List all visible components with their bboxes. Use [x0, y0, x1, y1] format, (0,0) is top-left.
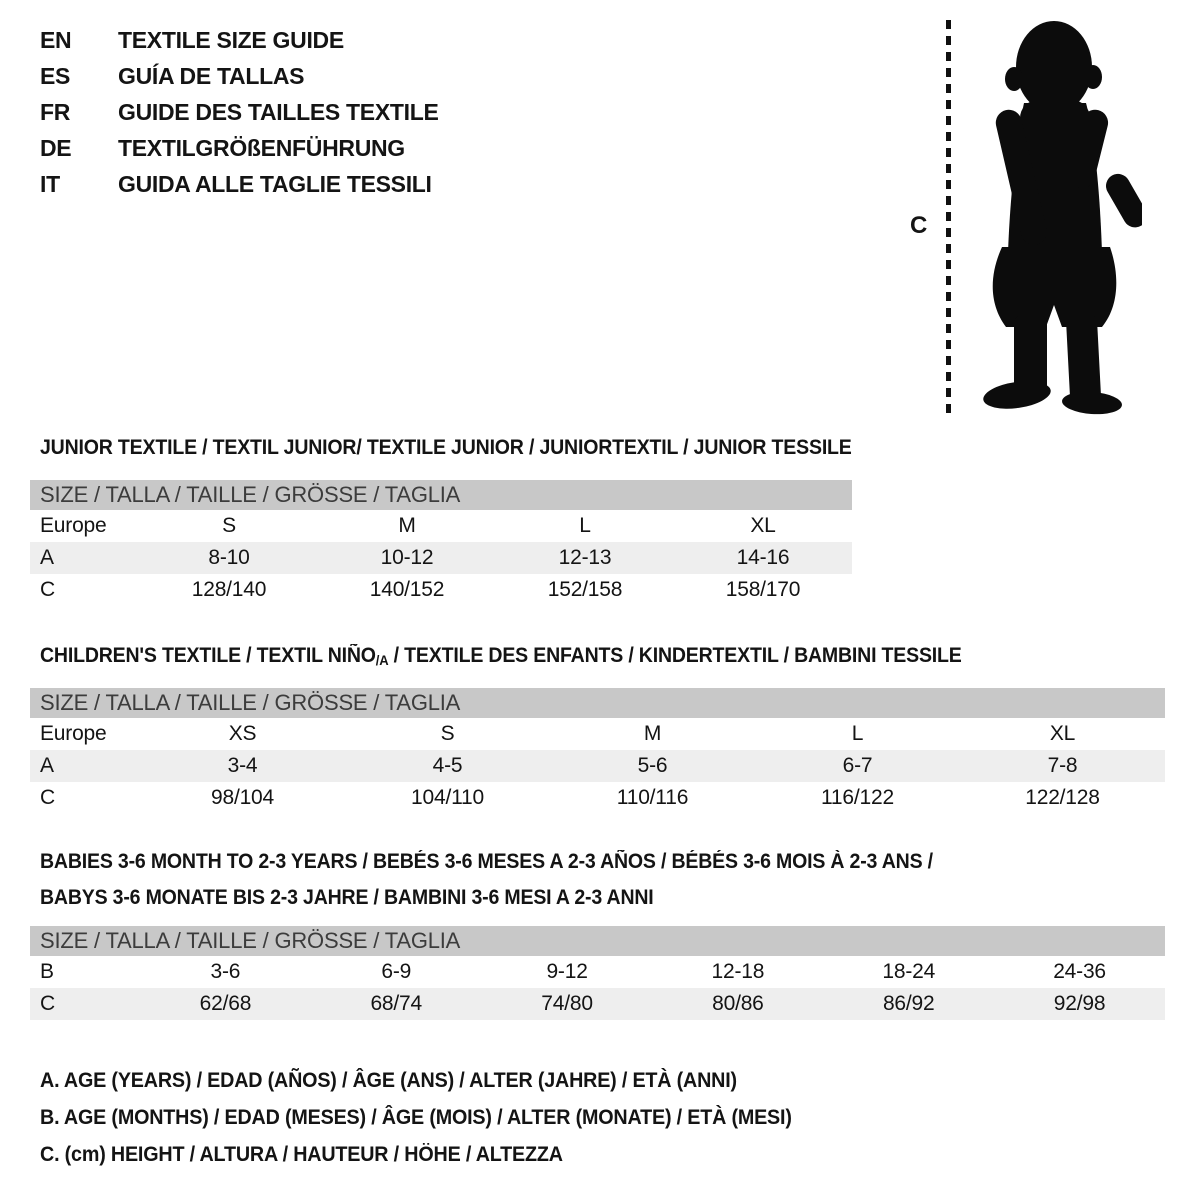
table-cell: 14-16	[736, 546, 790, 569]
junior-size-table	[30, 480, 852, 606]
table-cell: 74/80	[541, 992, 593, 1015]
table-cell: 152/158	[547, 578, 623, 601]
height-measure-dashed-line	[946, 20, 951, 416]
row-label: B	[40, 960, 54, 983]
size-header-band: SIZE / TALLA / TAILLE / GRÖSSE / TAGLIA	[30, 480, 852, 510]
table-cell: 8-10	[208, 546, 250, 569]
language-code: IT	[40, 170, 60, 197]
baby-silhouette-icon	[962, 14, 1142, 416]
section-title-text: JUNIOR TEXTILE / TEXTIL JUNIOR/ TEXTILE JUNIOR / JUNIORTEXTIL / JUNIOR TESSILE	[40, 436, 852, 459]
table-cell: 6-9	[381, 960, 412, 983]
table-cell: 12-18	[711, 960, 765, 983]
size-header-band: SIZE / TALLA / TAILLE / GRÖSSE / TAGLIA	[30, 926, 1165, 956]
section-title-text: / TEXTILE DES ENFANTS / KINDERTEXTIL / BAMBINI TESSILE	[388, 644, 962, 667]
table-cell: 62/68	[199, 992, 252, 1015]
language-row	[40, 22, 439, 58]
language-code: FR	[40, 98, 71, 125]
legend	[40, 1062, 840, 1173]
size-header-band: SIZE / TALLA / TAILLE / GRÖSSE / TAGLIA	[30, 688, 1165, 718]
table-cell: 92/98	[1053, 992, 1106, 1015]
row-label: A	[40, 546, 54, 569]
language-title: GUÍA DE TALLAS	[118, 62, 305, 89]
language-title: GUIDA ALLE TAGLIE TESSILI	[118, 170, 432, 197]
language-title-list	[40, 22, 439, 202]
table-row	[30, 956, 1165, 988]
table-row	[30, 574, 852, 606]
table-cell: 10-12	[380, 546, 434, 569]
children-size-table	[30, 688, 1165, 814]
table-cell: 140/152	[369, 578, 445, 601]
section-title-text: BABIES 3-6 MONTH TO 2-3 YEARS / BEBÉS 3-6 MESES A 2-3 AÑOS / BÉBÉS 3-6 MOIS À 2-3 ANS /	[40, 850, 933, 873]
row-label: C	[40, 578, 55, 601]
babies-size-table	[30, 926, 1165, 1020]
table-cell: 4-5	[432, 754, 463, 777]
table-cell: 12-13	[558, 546, 612, 569]
table-row	[30, 718, 1165, 750]
table-cell: 9-12	[546, 960, 588, 983]
table-cell: L	[579, 514, 591, 537]
language-code: DE	[40, 134, 72, 161]
table-cell: 104/110	[411, 786, 484, 809]
table-row	[30, 542, 852, 574]
language-row	[40, 58, 439, 94]
row-label: Europe	[40, 722, 107, 745]
section-title-text: BABYS 3-6 MONATE BIS 2-3 JAHRE / BAMBINI 3-6 MESI A 2-3 ANNI	[40, 886, 654, 909]
row-label: C	[40, 786, 55, 809]
height-label-c: C	[910, 212, 928, 239]
table-cell: 158/170	[725, 578, 801, 601]
language-title: TEXTILGRÖßENFÜHRUNG	[118, 134, 405, 161]
table-cell: XL	[750, 514, 776, 537]
table-cell: 3-6	[210, 960, 241, 983]
table-cell: 80/86	[712, 992, 764, 1015]
language-code: ES	[40, 62, 71, 89]
row-label: C	[40, 992, 55, 1015]
table-cell: 7-8	[1047, 754, 1078, 777]
table-cell: 3-4	[227, 754, 258, 777]
table-cell: XS	[228, 722, 257, 745]
table-row	[30, 510, 852, 542]
table-cell: XL	[1049, 722, 1076, 745]
language-row	[40, 166, 439, 202]
table-cell: 24-36	[1053, 960, 1106, 983]
table-cell: 122/128	[1025, 786, 1100, 809]
section-title-junior	[40, 436, 852, 460]
language-row	[40, 94, 439, 130]
row-label: Europe	[40, 514, 107, 537]
section-title-text: CHILDREN'S TEXTILE / TEXTIL NIÑO	[40, 644, 376, 667]
legend-line-c: C. (cm) HEIGHT / ALTURA / HAUTEUR / HÖHE / ALTEZZA	[40, 1143, 563, 1166]
section-title-babies-line1	[40, 850, 933, 874]
table-cell: M	[643, 722, 662, 745]
table-cell: 98/104	[210, 786, 275, 809]
table-row	[30, 988, 1165, 1020]
table-cell: 86/92	[882, 992, 935, 1015]
legend-line-b: B. AGE (MONTHS) / EDAD (MESES) / ÂGE (MOIS) / ALTER (MONATE) / ETÀ (MESI)	[40, 1106, 792, 1129]
table-cell: 128/140	[191, 578, 267, 601]
language-title: GUIDE DES TAILLES TEXTILE	[118, 98, 439, 125]
language-title: TEXTILE SIZE GUIDE	[118, 26, 344, 53]
table-cell: S	[222, 514, 236, 537]
table-cell: 5-6	[637, 754, 668, 777]
language-row	[40, 130, 439, 166]
table-row	[30, 782, 1165, 814]
language-code: EN	[40, 26, 72, 53]
table-cell: S	[440, 722, 455, 745]
table-cell: M	[398, 514, 416, 537]
table-cell: 116/122	[821, 786, 894, 809]
section-title-babies-line2	[40, 886, 654, 910]
table-cell: 68/74	[370, 992, 423, 1015]
table-cell: 110/116	[616, 786, 689, 809]
table-cell: L	[851, 722, 864, 745]
section-title-children	[40, 644, 962, 668]
table-cell: 6-7	[842, 754, 873, 777]
section-title-subscript: /A	[375, 652, 389, 668]
row-label: A	[40, 754, 54, 777]
legend-line-a: A. AGE (YEARS) / EDAD (AÑOS) / ÂGE (ANS) / ALTER (JAHRE) / ETÀ (ANNI)	[40, 1069, 737, 1092]
table-row	[30, 750, 1165, 782]
table-cell: 18-24	[882, 960, 936, 983]
